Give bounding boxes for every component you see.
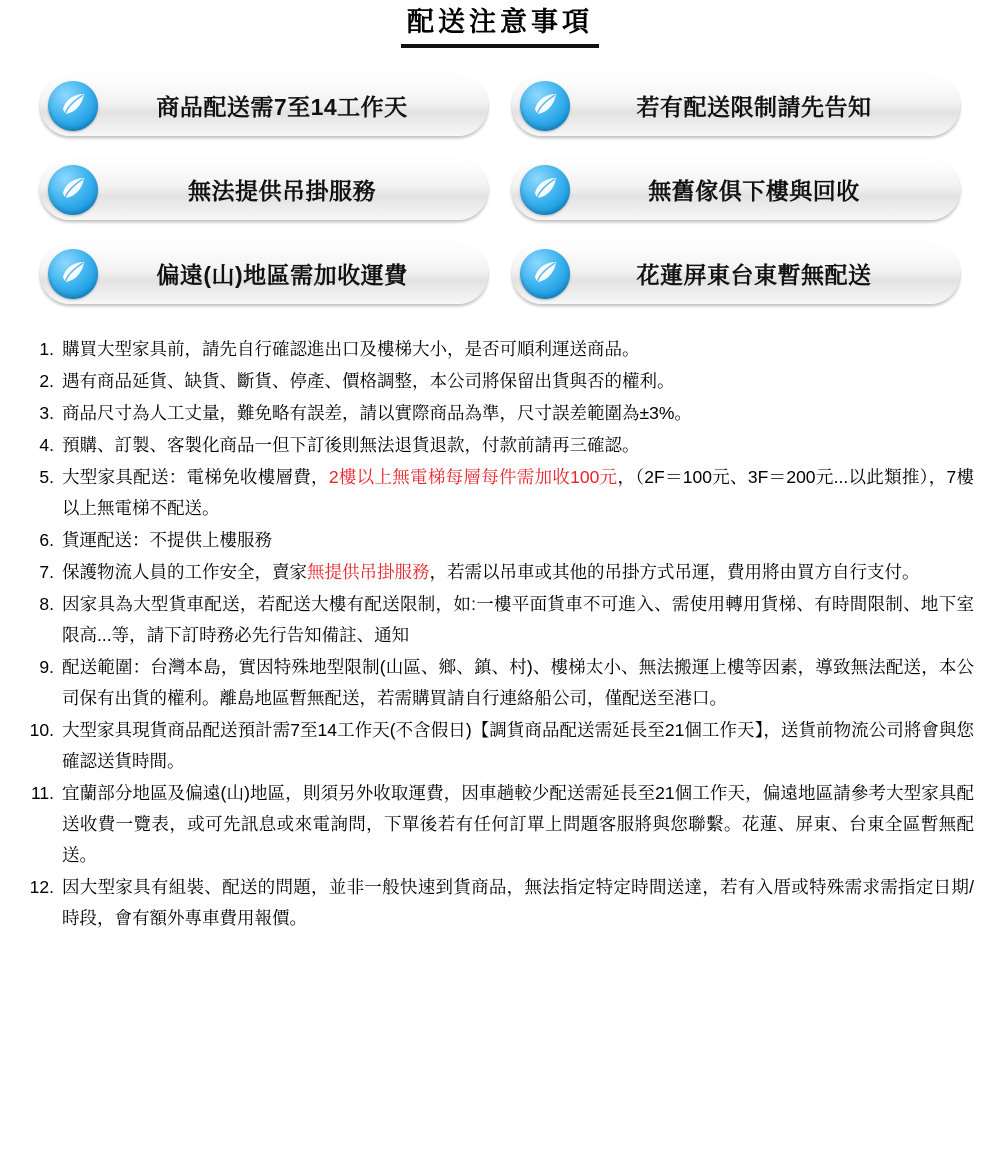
highlight-badge-grid (40, 64, 960, 316)
note-text-highlight: 無提供吊掛服務 (307, 561, 430, 582)
note-text: 商品尺寸為人工丈量，難免略有誤差，請以實際商品為準，尺寸誤差範圍為±3%。 (62, 402, 692, 423)
note-item (20, 366, 974, 397)
leaf-check-icon (48, 165, 98, 215)
note-item (20, 589, 974, 651)
note-text: ，若需以吊車或其他的吊掛方式吊運，費用將由買方自行支付。 (429, 561, 920, 582)
badge-item (40, 244, 488, 304)
note-text: 預購、訂製、客製化商品一但下訂後則無法退貨退款，付款前請再三確認。 (62, 434, 640, 455)
note-item (20, 525, 974, 556)
badge-label: 偏遠(山)地區需加收運費 (156, 262, 408, 289)
note-text: 配送範圍：台灣本島，實因特殊地型限制(山區、鄉、鎮、村)、樓梯太小、無法搬運上樓等因素，導致無法配送，本公司保有出貨的權利。離島地區暫無配送，若需購買請自行連絡船公司，僅配送至港口。 (62, 656, 974, 708)
note-text: 因家具為大型貨車配送，若配送大樓有配送限制，如:一樓平面貨車不可進入、需使用轉用貨梯、有時間限制、地下室限高...等，請下訂時務必先行告知備註、通知 (62, 593, 974, 645)
leaf-check-icon (520, 81, 570, 131)
note-item (20, 398, 974, 429)
note-text: 遇有商品延貨、缺貨、斷貨、停產、價格調整，本公司將保留出貨與否的權利。 (62, 370, 675, 391)
note-text-highlight: 2樓以上無電梯每層每件需加收100元 (328, 466, 618, 487)
note-text: 大型家具配送：電梯免收樓層費， (62, 466, 329, 487)
badge-item (512, 76, 960, 136)
note-item (20, 334, 974, 365)
note-item (20, 872, 974, 934)
leaf-check-icon (520, 249, 570, 299)
badge-label: 無法提供吊掛服務 (188, 178, 376, 205)
note-item (20, 557, 974, 588)
badge-item (40, 76, 488, 136)
note-item (20, 778, 974, 871)
note-item (20, 652, 974, 714)
badge-item (512, 244, 960, 304)
note-text: 購買大型家具前，請先自行確認進出口及樓梯大小，是否可順利運送商品。 (62, 338, 640, 359)
note-text: 宜蘭部分地區及偏遠(山)地區，則須另外收取運費，因車趟較少配送需延長至21個工作天，偏遠地區請參考大型家具配送收費一覽表，或可先訊息或來電詢問，下單後若有任何訂單上問題客服將與您聯繫。花蓮、屏東、台東全區暫無配送。 (62, 782, 974, 865)
badge-item (40, 160, 488, 220)
leaf-check-icon (520, 165, 570, 215)
page-title-bar (0, 0, 1000, 50)
badge-label: 花蓮屏東台東暫無配送 (636, 262, 872, 289)
note-text: 保護物流人員的工作安全，賣家 (62, 561, 307, 582)
note-item (20, 715, 974, 777)
badge-label: 若有配送限制請先告知 (636, 94, 872, 121)
note-text: ，（2F＝100元、3F＝200元...以此類推），7樓以上無電梯不配送。 (62, 466, 975, 518)
badge-item (512, 160, 960, 220)
note-item (20, 462, 974, 524)
note-text: 貨運配送：不提供上樓服務 (62, 529, 272, 550)
note-text: 因大型家具有組裝、配送的問題，並非一般快速到貨商品，無法指定特定時間送達，若有入厝或特殊需求需指定日期/時段，會有額外專車費用報價。 (62, 876, 974, 928)
badge-label: 無舊傢俱下樓與回收 (648, 178, 860, 205)
badge-label: 商品配送需7至14工作天 (156, 94, 408, 121)
note-item (20, 430, 974, 461)
leaf-check-icon (48, 249, 98, 299)
leaf-check-icon (48, 81, 98, 131)
note-text: 大型家具現貨商品配送預計需7至14工作天(不含假日)【調貨商品配送需延長至21個工作天】，送貨前物流公司將會與您確認送貨時間。 (62, 719, 974, 771)
delivery-notes-list (20, 334, 974, 934)
page-title: 配送注意事項 (401, 6, 599, 48)
